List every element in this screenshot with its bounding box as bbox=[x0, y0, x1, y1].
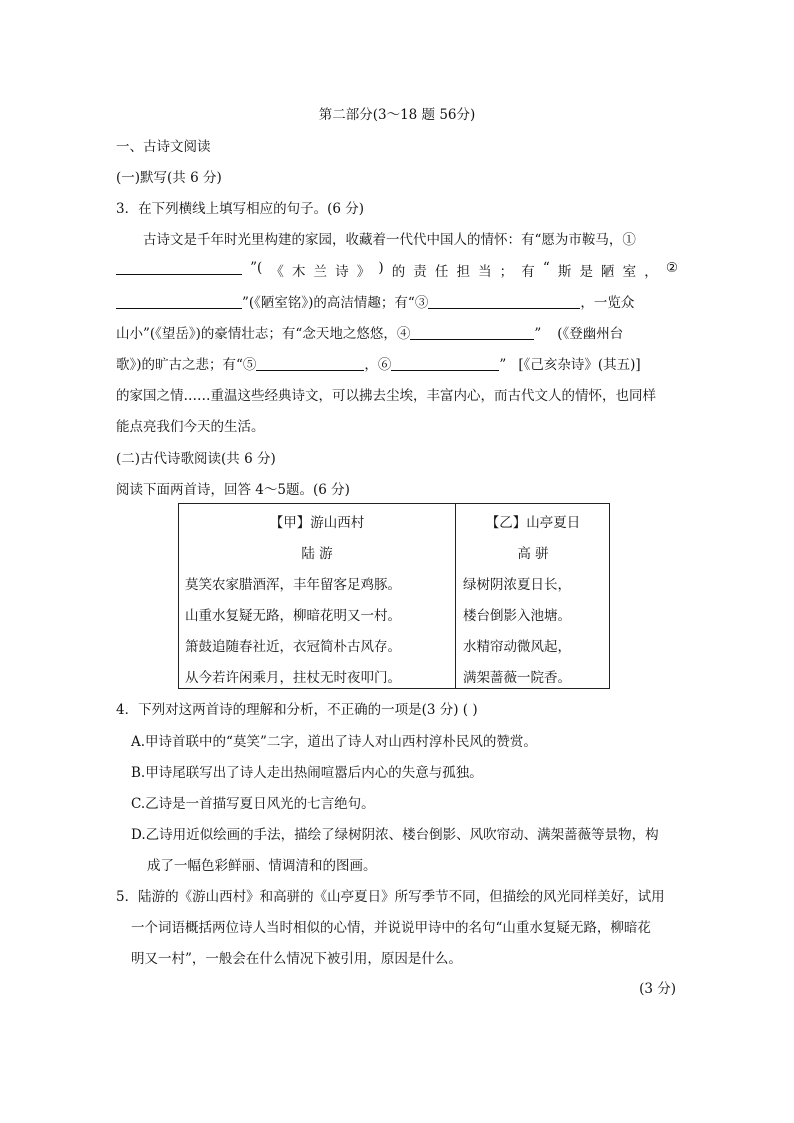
question-5-line-1: 5．陆游的《游山西村》和高骈的《山亭夏日》所写季节不同，但描绘的风光同样美好，试用 bbox=[116, 889, 665, 905]
subsection-heading-dictation: (一)默写(共 6 分) bbox=[116, 170, 222, 186]
q3-paragraph-line-3: ”(《陋室铭》)的高洁情趣；有“③ ，一览众 bbox=[116, 291, 634, 311]
section-title: 第二部分(3～18 题 56分) bbox=[318, 107, 476, 123]
poem-jia-title: 【甲】游山西村 bbox=[269, 515, 365, 531]
q3-paragraph-line-1: 古诗文是千年时光里构建的家园，收藏着一代代中国人的情怀：有“愿为市鞍马，① bbox=[143, 232, 636, 248]
poem-yi-line-4: 满架蔷薇一院香。 bbox=[463, 670, 571, 686]
part-heading: 一、古诗文阅读 bbox=[116, 139, 211, 155]
subsection-heading-poetry: (二)古代诗歌阅读(共 6 分) bbox=[116, 451, 276, 467]
q4-option-b[interactable]: B.甲诗尾联写出了诗人走出热闹喧嚣后内心的失意与孤独。 bbox=[131, 765, 483, 781]
poem-jia-cell bbox=[179, 504, 456, 689]
q3-paragraph-line-2: ”( 《 木 兰 诗 》 ) 的 责 任 担 当 ； 有 “ 斯 是 陋 室 ， ② bbox=[116, 260, 678, 280]
question-5-line-3: 明又一村”，一般会在什么情况下被引用，原因是什么。 bbox=[131, 951, 462, 967]
question-3-stem: 3．在下列横线上填写相应的句子。(6 分) bbox=[116, 201, 365, 217]
question-5-line-2: 一个词语概括两位诗人当时相似的心情，并说说甲诗中的名句“山重水复疑无路，柳暗花 bbox=[131, 920, 651, 936]
q3-paragraph-line-4: 山小”(《望岳》)的豪情壮志；有“念天地之悠悠，④ ” (《登幽州台 bbox=[116, 326, 624, 342]
poem-yi-cell bbox=[456, 504, 610, 689]
poem-yi-author: 高 骈 bbox=[517, 546, 549, 562]
poem-yi-line-1: 绿树阴浓夏日长， bbox=[463, 577, 571, 593]
answer-blank-6[interactable] bbox=[391, 356, 499, 371]
poem-yi-line-3: 水精帘动微风起， bbox=[463, 639, 571, 655]
answer-blank-1[interactable] bbox=[116, 260, 242, 275]
poetry-intro: 阅读下面两首诗，回答 4～5题。(6 分) bbox=[116, 482, 350, 498]
question-5-score: (3 分) bbox=[639, 981, 676, 997]
q4-option-d-continued: 成了一幅色彩鲜丽、情调清和的图画。 bbox=[147, 858, 377, 874]
poem-jia-line-2: 山重水复疑无路，柳暗花明又一村。 bbox=[185, 608, 401, 624]
q4-option-d[interactable]: D.乙诗用近似绘画的手法，描绘了绿树阴浓、楼台倒影、风吹帘动、满架蔷薇等景物，构 bbox=[131, 827, 659, 843]
poem-jia-line-1: 莫笑农家腊酒浑，丰年留客足鸡豚。 bbox=[185, 577, 401, 593]
answer-blank-2[interactable] bbox=[116, 294, 242, 309]
poem-yi-title: 【乙】山亭夏日 bbox=[485, 515, 581, 531]
q4-option-a[interactable]: A.甲诗首联中的“莫笑”二字，道出了诗人对山西村淳朴民风的赞赏。 bbox=[131, 734, 537, 750]
poem-table bbox=[178, 503, 610, 689]
q3-paragraph-line-6: 的家国之情……重温这些经典诗文，可以拂去尘埃，丰富内心，而古代文人的情怀，也同样 bbox=[116, 388, 656, 404]
answer-blank-4[interactable] bbox=[410, 325, 534, 340]
poem-jia-line-3: 箫鼓追随春社近，衣冠简朴古风存。 bbox=[185, 639, 401, 655]
q3-paragraph-line-5: 歌》)的旷古之悲；有“⑤ ，⑥ ” [《己亥杂诗》(其五)] bbox=[116, 357, 641, 373]
poem-jia-author: 陆 游 bbox=[301, 546, 333, 562]
q3-paragraph-line-7: 能点亮我们今天的生活。 bbox=[116, 419, 265, 435]
answer-blank-5[interactable] bbox=[256, 356, 364, 371]
q4-option-c[interactable]: C.乙诗是一首描写夏日风光的七言绝句。 bbox=[131, 796, 375, 812]
answer-blank-3[interactable] bbox=[428, 294, 580, 309]
question-4-stem: 4．下列对这两首诗的理解和分析，不正确的一项是(3 分) ( ) bbox=[116, 702, 478, 718]
poem-jia-line-4: 从今若许闲乘月，拄杖无时夜叩门。 bbox=[185, 670, 401, 686]
poem-yi-line-2: 楼台倒影入池塘。 bbox=[463, 608, 571, 624]
